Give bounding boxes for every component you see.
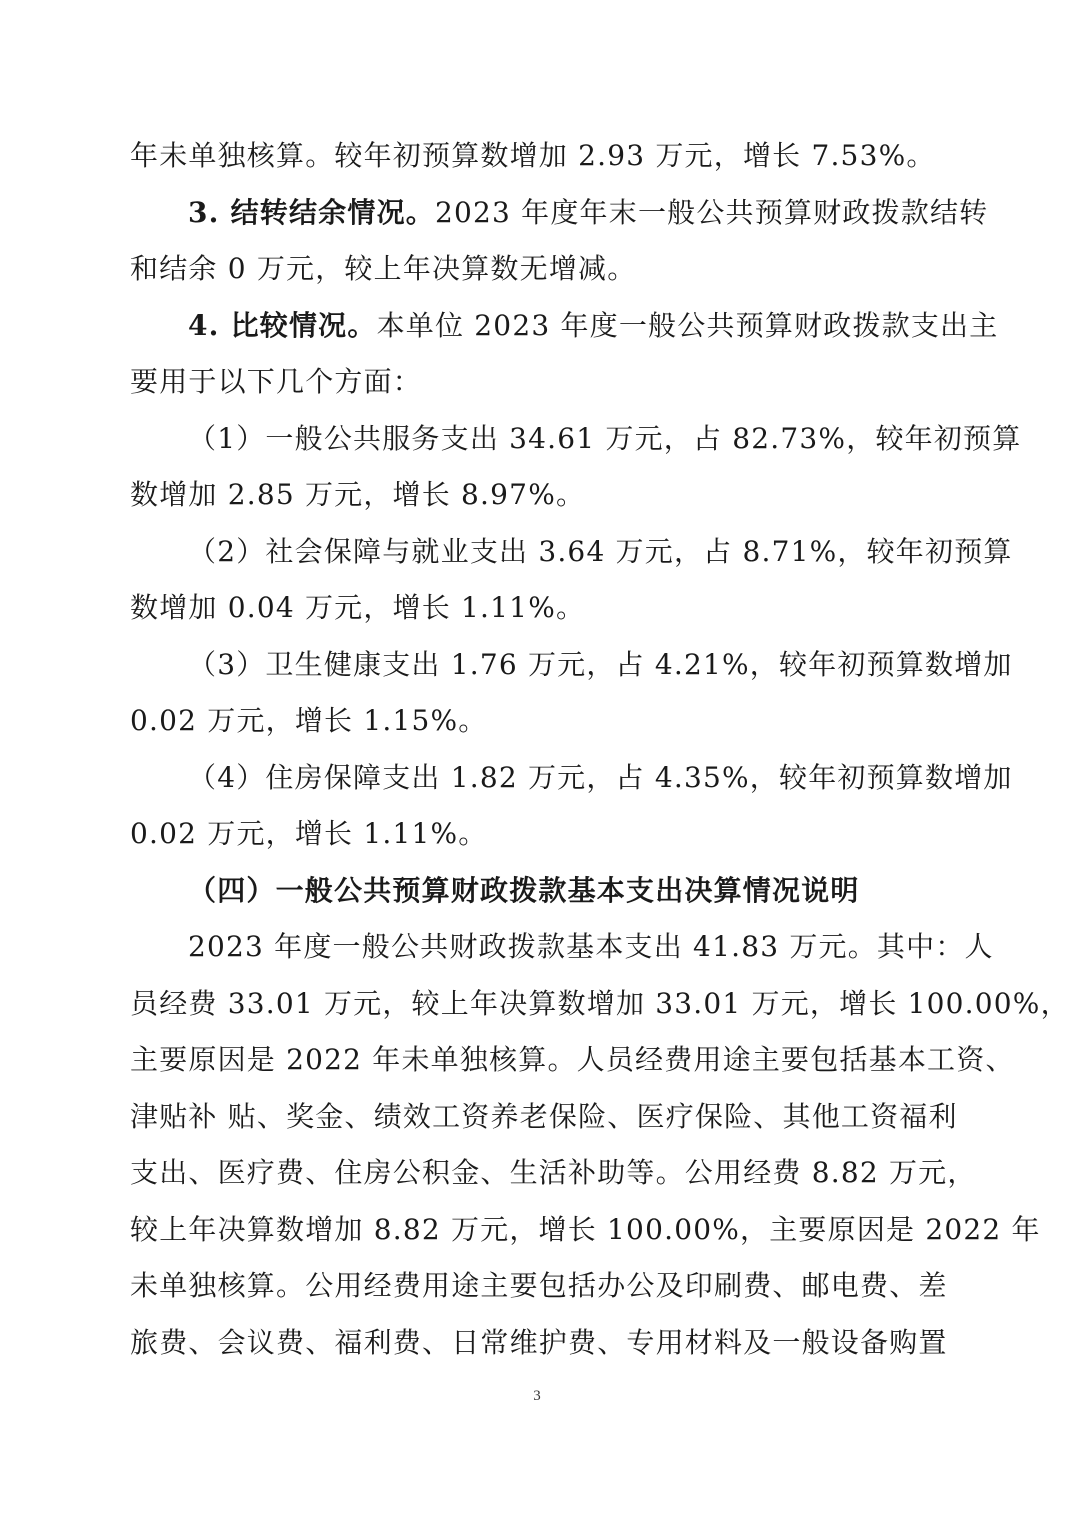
text-line (130, 298, 999, 355)
line-text: 2023 年度年末一般公共预算财政拨款结转 (434, 195, 989, 229)
text-line: （4）住房保障支出 1.82 万元，占 4.35%，较年初预算数增加 (188, 760, 1013, 794)
text-line: 2023 年度一般公共财政拨款基本支出 41.83 万元。其中：人 (188, 930, 994, 963)
line-text: 本单位 2023 年度一般公共预算财政拨款支出主 (376, 308, 999, 342)
document-body (130, 128, 1070, 1371)
text-line: （1）一般公共服务支出 34.61 万元，占 82.73%，较年初预算 (188, 421, 1022, 455)
text-line (130, 185, 989, 242)
text-line: 数增加 0.04 万元，增长 1.11%。 (130, 591, 586, 624)
text-line: 较上年决算数增加 8.82 万元，增长 100.00%，主要原因是 2022 年 (130, 1212, 1041, 1246)
text-line: 未单独核算。公用经费用途主要包括办公及印刷费、邮电费、差 (130, 1269, 948, 1302)
text-line: 支出、医疗费、住房公积金、生活补助等。公用经费 8.82 万元， (130, 1156, 977, 1189)
section-heading: 4. 比较情况。 (188, 308, 377, 342)
text-line: 数增加 2.85 万元，增长 8.97%。 (130, 478, 586, 511)
text-line: 和结余 0 万元，较上年决算数无增减。 (130, 252, 637, 285)
text-line: 0.02 万元，增长 1.11%。 (130, 817, 488, 850)
section-heading: （四）一般公共预算财政拨款基本支出决算情况说明 (188, 873, 860, 907)
text-line: （3）卫生健康支出 1.76 万元，占 4.21%，较年初预算数增加 (188, 647, 1013, 681)
text-line: 要用于以下几个方面： (130, 365, 423, 398)
text-line: 津贴补 贴、奖金、绩效工资养老保险、医疗保险、其他工资福利 (130, 1099, 958, 1133)
page-number: 3 (533, 1388, 541, 1404)
text-line: 0.02 万元，增长 1.15%。 (130, 704, 488, 737)
text-line: 旅费、会议费、福利费、日常维护费、专用材料及一般设备购置 (130, 1325, 948, 1359)
text-line: 主要原因是 2022 年未单独核算。人员经费用途主要包括基本工资、 (130, 1043, 1015, 1076)
section-heading: 3. 结转结余情况。 (188, 195, 435, 229)
text-line: 年未单独核算。较年初预算数增加 2.93 万元，增长 7.53%。 (130, 139, 936, 172)
text-line: （2）社会保障与就业支出 3.64 万元，占 8.71%，较年初预算 (188, 534, 1013, 568)
text-line: 员经费 33.01 万元，较上年决算数增加 33.01 万元，增长 100.00%， (130, 986, 1070, 1020)
